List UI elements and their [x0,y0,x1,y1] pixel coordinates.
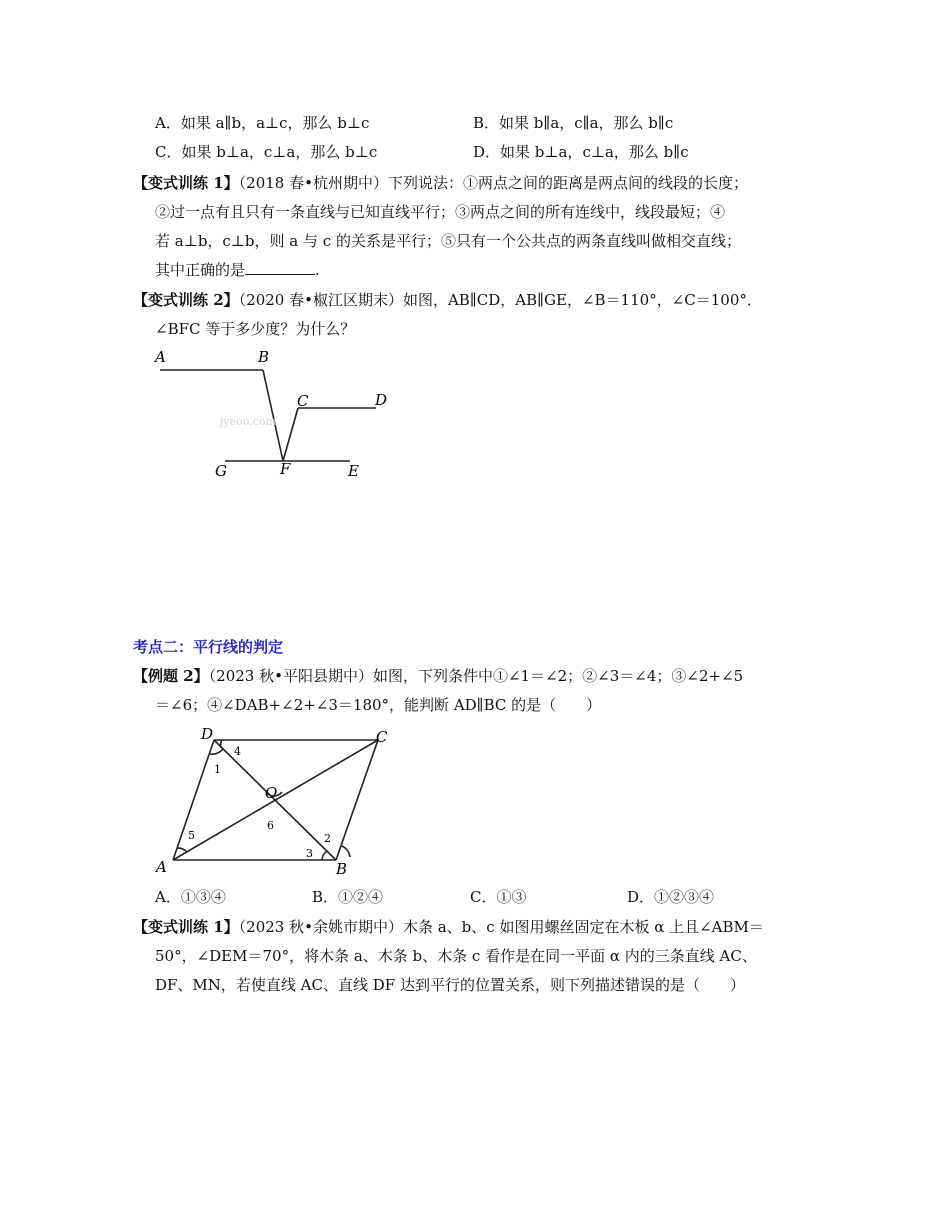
option-b: B．如果 b∥a，c∥a，那么 b∥c [473,114,674,132]
exercise-2-line-1 [133,289,762,311]
example-2-text-1: （2023 秋•平阳县期中）如图，下列条件中①∠1＝∠2；②∠3＝∠4；③∠2+∠5 [208,667,744,685]
example-2-tag: 【例题 2】 [133,667,209,685]
label-d: D [375,391,388,409]
option-d: D．如果 b⊥a，c⊥a，那么 b∥c [473,143,689,161]
exercise-1-line-2: ②过一点有且只有一条直线与已知直线平行；③两点之间的所有连线中，线段最短；④ [155,203,726,221]
label-f: F [280,460,291,478]
exercise-1-line-3: 若 a⊥b，c⊥b，则 a 与 c 的关系是平行；⑤只有一个公共点的两条直线叫做相交直线； [155,232,741,250]
figure-parallelogram [150,722,400,882]
label-c2: C [376,728,388,746]
option-a: A．如果 a∥b，a⊥c，那么 b⊥c [155,114,370,132]
section-title: 考点二：平行线的判定 [133,638,284,656]
exercise-3-text-1: （2023 秋•余姚市期中）木条 a、b、c 如图用螺丝固定在木板 α 上且∠ABM＝ [238,918,764,936]
choice-d: D．①②③④ [627,888,715,906]
watermark: jyeoo.com [220,415,276,428]
exercise-3-tag: 【变式训练 1】 [133,918,239,936]
exercise-3-line-3: DF、MN，若使直线 AC、直线 DF 达到平行的位置关系，则下列描述错误的是（ ） [155,976,745,994]
exercise-1-text-4: 其中正确的是 [155,261,246,279]
angle-2-label: 2 [324,832,331,845]
angle-4-label: 4 [234,745,241,758]
exercise-1-period: . [315,261,320,279]
choice-a: A．①③④ [155,888,226,906]
figure-parallel-lines [150,345,410,485]
exercise-3-line-1 [133,916,764,938]
option-c: C．如果 b⊥a，c⊥a，那么 b⊥c [155,143,378,161]
choice-c: C．①③ [470,888,527,906]
angle-3-label: 3 [306,847,313,860]
label-b2: B [336,860,348,878]
label-a2: A [156,858,167,876]
exercise-1-tag: 【变式训练 1】 [133,174,239,192]
angle-6-label: 6 [267,819,274,832]
label-d2: D [201,725,214,743]
choice-b: B．①②④ [312,888,384,906]
label-e: E [348,462,359,480]
exercise-1-line-1 [133,172,748,194]
exercise-1-text-1: （2018 春•杭州期中）下列说法：①两点之间的距离是两点间的线段的长度； [238,174,748,192]
example-2-line-2: ＝∠6；④∠DAB+∠2+∠3＝180°，能判断 AD∥BC 的是（ ） [155,696,602,714]
label-g: G [215,462,227,480]
angle-1-label: 1 [214,763,221,776]
exercise-2-tag: 【变式训练 2】 [133,291,239,309]
example-2-line-1 [133,665,743,687]
exercise-3-line-2: 50°，∠DEM＝70°，将木条 a、木条 b、木条 c 看作是在同一平面 α 内的三条直线 AC、 [155,947,757,965]
label-a: A [155,348,166,366]
label-c: C [297,392,309,410]
exercise-2-text-1: （2020 春•椒江区期末）如图，AB∥CD，AB∥GE，∠B＝110°，∠C＝100°． [238,291,762,309]
answer-blank [245,260,315,275]
label-b: B [258,348,270,366]
angle-5-label: 5 [188,829,195,842]
exercise-2-line-2: ∠BFC 等于多少度？为什么？ [155,320,356,338]
label-o: O [265,784,278,802]
exercise-1-line-4 [155,259,320,281]
